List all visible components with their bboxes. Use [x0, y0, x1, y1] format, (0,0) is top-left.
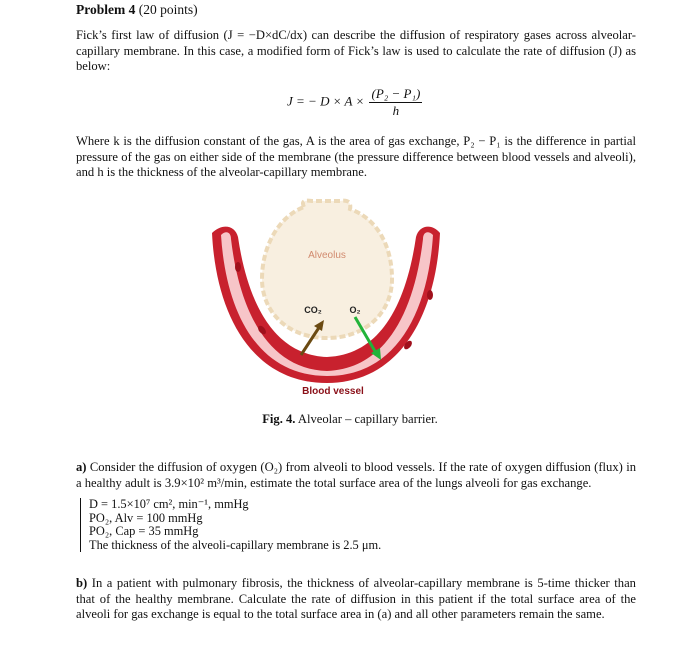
equation-numerator: (P₂ − P₁) — [371, 86, 421, 101]
problem-points: (20 points) — [138, 2, 198, 17]
o2-label: O₂ — [349, 305, 361, 315]
given-values — [80, 498, 381, 552]
alveolus-label: Alveolus — [308, 250, 346, 261]
part-a — [76, 460, 636, 491]
fick-equation — [287, 86, 422, 119]
equation-denominator: h — [392, 103, 400, 118]
figure-number: Fig. 4. — [262, 412, 296, 426]
given-diffusion-constant: D = 1.5×10⁷ cm², min⁻¹, mmHg — [89, 497, 249, 511]
definitions-paragraph: Where k is the diffusion constant of the gas, A is the area of gas exchange, P₂ − P₁ is the difference in partial pressure of the gas on either side of the membrane (the pressure difference between blood vessels and alveoli), and h is the thickness of the alveolar-capillary membrane. — [76, 134, 636, 180]
given-po2-alveolus: PO₂, Alv = 100 mmHg — [89, 510, 203, 525]
part-b — [76, 576, 636, 623]
figure-caption — [0, 412, 700, 427]
figure-caption-text: Alveolar – capillary barrier. — [297, 412, 438, 426]
problem-title — [76, 2, 198, 18]
vessel-label: Blood vessel — [302, 386, 364, 397]
part-b-text: In a patient with pulmonary fibrosis, the thickness of alveolar-capillary membrane is 5-time thicker than that of the healthy membrane. Calculate the rate of diffusion in this patient if the total surface area of the alveoli for gas exchange is equal to the total surface area in (a) and all other parameters remain the same. — [76, 576, 636, 622]
co2-label: CO₂ — [304, 305, 322, 315]
red-blood-cell — [427, 290, 433, 300]
equation-fraction — [369, 86, 422, 119]
part-b-label: b) — [76, 576, 88, 590]
part-a-label: a) — [76, 460, 87, 474]
given-membrane-thickness: The thickness of the alveoli-capillary membrane is 2.5 μm. — [89, 537, 382, 552]
alveolus-shape — [262, 201, 392, 338]
red-blood-cell — [235, 262, 241, 272]
problem-label: Problem 4 — [76, 2, 136, 17]
alveolar-capillary-figure — [200, 195, 450, 405]
intro-paragraph: Fick’s first law of diffusion (J = −D×dC/dx) can describe the diffusion of respiratory gases across alveolar-capillary membrane. In this case, a modified form of Fick’s law is used to calculate the rate of diffusion (J) as below: — [76, 28, 636, 74]
part-a-text: Consider the diffusion of oxygen (O₂) from alveoli to blood vessels. If the rate of oxygen diffusion (flux) in a healthy adult is 3.9×10² m³/min, estimate the total surface area of the lungs alveoli for gas exchange. — [76, 460, 636, 490]
equation-lhs: J = − D × A × — [287, 93, 365, 109]
given-po2-capillary: PO₂, Cap = 35 mmHg — [89, 524, 199, 539]
